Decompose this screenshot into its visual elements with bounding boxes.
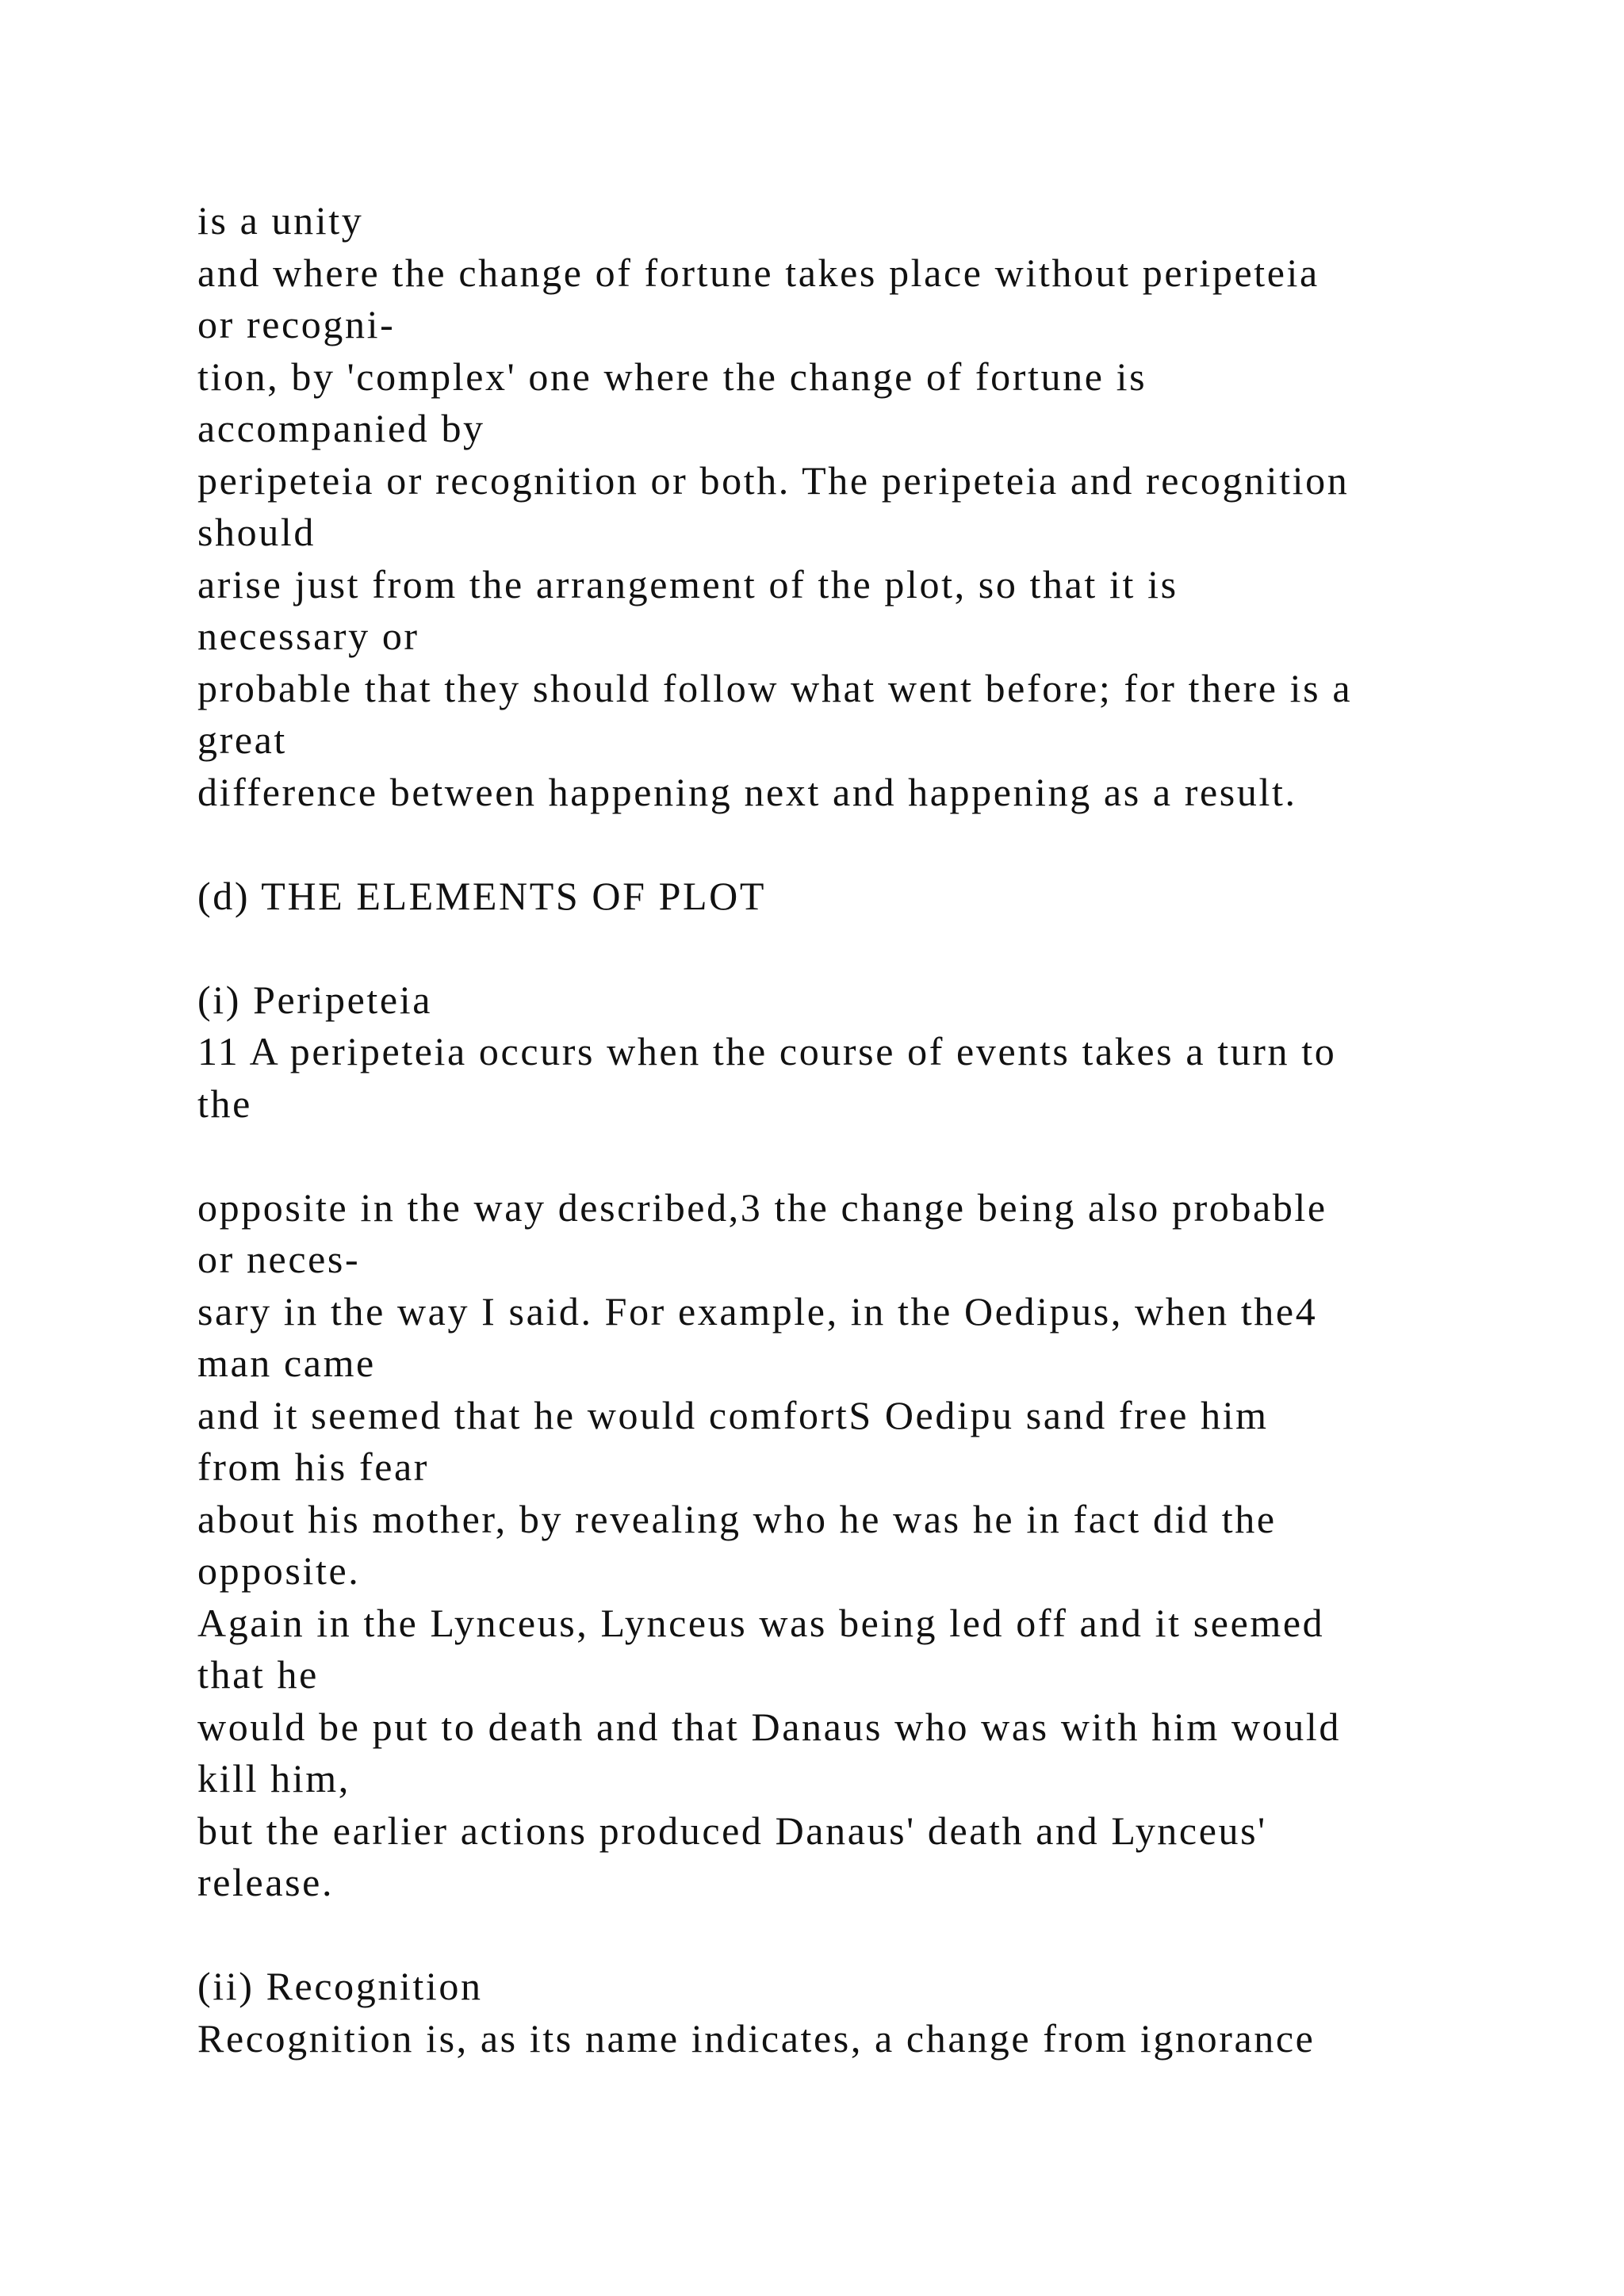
text-line: opposite.	[197, 1548, 361, 1593]
text-line: is a unity	[197, 198, 364, 243]
text-line: accompanied by	[197, 406, 485, 450]
text-line: tion, by 'complex' one where the change of fortune is	[197, 354, 1147, 399]
text-line: would be put to death and that Danaus who was with him would	[197, 1704, 1341, 1749]
text-line: man came	[197, 1341, 376, 1385]
text-line: great	[197, 718, 287, 762]
blank-line	[197, 1909, 1545, 1961]
blank-line	[197, 1130, 1545, 1182]
text-line: should	[197, 510, 316, 554]
text-line: probable that they should follow what went before; for there is a	[197, 665, 1353, 710]
text-line: kill him,	[197, 1756, 350, 1800]
text-line: necessary or	[197, 614, 419, 658]
text-line: peripeteia or recognition or both. The peripeteia and recognition	[197, 457, 1350, 503]
subsection-heading: (i) Peripeteia	[197, 977, 432, 1022]
text-line: but the earlier actions produced Danaus' death and Lynceus'	[197, 1808, 1267, 1853]
document-text	[197, 195, 1545, 2064]
blank-line	[197, 922, 1545, 974]
text-line: from his fear	[197, 1445, 430, 1489]
text-line: or neces-	[197, 1237, 361, 1281]
text-line: that he	[197, 1652, 319, 1697]
text-line: release.	[197, 1860, 335, 1904]
text-line: opposite in the way described,3 the change being also probable	[197, 1184, 1327, 1230]
text-line: and it seemed that he would comfortS Oedipu sand free him	[197, 1392, 1269, 1437]
section-heading: (d) THE ELEMENTS OF PLOT	[197, 873, 766, 918]
text-line: about his mother, by revealing who he was he in fact did the	[197, 1496, 1277, 1541]
text-line: and where the change of fortune takes place without peripeteia	[197, 250, 1320, 295]
text-line: Recognition is, as its name indicates, a change from ignorance	[197, 2015, 1316, 2061]
text-line: arise just from the arrangement of the plot, so that it is	[197, 561, 1178, 607]
text-line: sary in the way I said. For example, in the Oedipus, when the4	[197, 1288, 1318, 1334]
text-line: Again in the Lynceus, Lynceus was being led off and it seemed	[197, 1600, 1325, 1645]
text-line: difference between happening next and happening as a result.	[197, 769, 1297, 814]
text-line: 11 A peripeteia occurs when the course of events takes a turn to	[197, 1029, 1337, 1073]
subsection-heading: (ii) Recognition	[197, 1964, 483, 2008]
text-line: or recogni-	[197, 302, 396, 346]
text-line: the	[197, 1081, 252, 1126]
blank-line	[197, 818, 1545, 871]
